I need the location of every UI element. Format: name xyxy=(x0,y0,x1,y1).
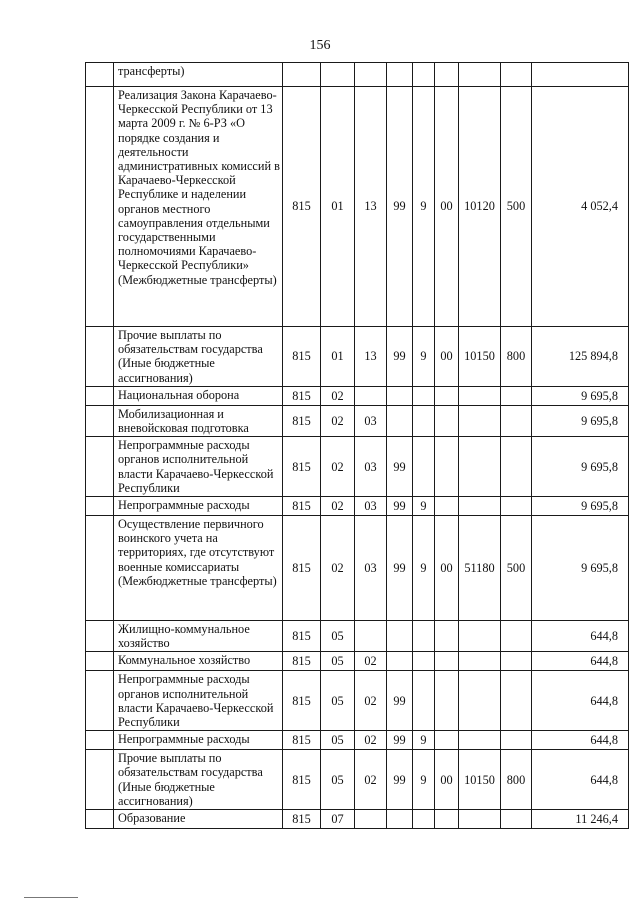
cell-direction: 00 xyxy=(435,87,459,327)
table-row xyxy=(86,652,629,671)
cell-rz: 02 xyxy=(321,437,355,497)
cell-subprogram: 9 xyxy=(413,87,435,327)
cell-amount: 4 052,4 xyxy=(532,87,629,327)
cell-direction xyxy=(435,386,459,405)
cell-marker xyxy=(86,810,114,829)
cell-pr: 03 xyxy=(355,497,387,516)
cell-program: 99 xyxy=(387,327,413,387)
cell-direction xyxy=(435,497,459,516)
cell-gl: 815 xyxy=(283,750,321,810)
cell-program xyxy=(387,63,413,87)
cell-program xyxy=(387,810,413,829)
row-name-text: Коммунальное хозяйство xyxy=(118,653,251,668)
page-number: 156 xyxy=(309,38,331,53)
cell-amount: 644,8 xyxy=(532,652,629,671)
cell-gl: 815 xyxy=(283,497,321,516)
cell-vr xyxy=(501,405,532,436)
cell-subprogram: 9 xyxy=(413,497,435,516)
cell-marker xyxy=(86,405,114,436)
cell-rz: 01 xyxy=(321,87,355,327)
cell-amount: 644,8 xyxy=(532,621,629,652)
cell-pr: 13 xyxy=(355,87,387,327)
cell-program: 99 xyxy=(387,437,413,497)
cell-gl: 815 xyxy=(283,810,321,829)
cell-pr xyxy=(355,621,387,652)
cell-pr: 03 xyxy=(355,516,387,621)
cell-direction: 00 xyxy=(435,327,459,387)
cell-name xyxy=(114,497,283,516)
cell-subprogram xyxy=(413,810,435,829)
cell-target-code xyxy=(459,437,501,497)
row-name-text: Непрограммные расходы органов исполнительной власти Карачаево-Черкесской Республики xyxy=(118,672,274,730)
cell-marker xyxy=(86,516,114,621)
footer-rule xyxy=(24,897,78,898)
cell-target-code xyxy=(459,810,501,829)
cell-direction: 00 xyxy=(435,516,459,621)
cell-direction: 00 xyxy=(435,750,459,810)
row-name-text: Жилищно-коммунальное хозяйство xyxy=(118,622,250,651)
cell-name xyxy=(114,671,283,731)
row-name-text: Прочие выплаты по обязательствам государства (Иные бюджетные ассигнования) xyxy=(118,751,263,808)
cell-program xyxy=(387,386,413,405)
cell-vr: 800 xyxy=(501,327,532,387)
cell-gl: 815 xyxy=(283,386,321,405)
cell-pr: 13 xyxy=(355,327,387,387)
cell-rz: 05 xyxy=(321,652,355,671)
cell-vr xyxy=(501,63,532,87)
cell-amount: 11 246,4 xyxy=(532,810,629,829)
cell-direction xyxy=(435,437,459,497)
cell-subprogram: 9 xyxy=(413,750,435,810)
cell-direction xyxy=(435,652,459,671)
cell-pr: 02 xyxy=(355,731,387,750)
cell-vr xyxy=(501,671,532,731)
cell-direction xyxy=(435,671,459,731)
cell-rz: 02 xyxy=(321,405,355,436)
cell-marker xyxy=(86,731,114,750)
cell-target-code xyxy=(459,652,501,671)
cell-amount: 644,8 xyxy=(532,750,629,810)
cell-name xyxy=(114,405,283,436)
row-name-text: Непрограммные расходы xyxy=(118,498,250,513)
cell-name xyxy=(114,750,283,810)
cell-direction xyxy=(435,810,459,829)
row-name-text: Непрограммные расходы органов исполнительной власти Карачаево-Черкесской Республики xyxy=(118,438,274,495)
cell-amount: 9 695,8 xyxy=(532,405,629,436)
cell-vr: 800 xyxy=(501,750,532,810)
cell-rz: 05 xyxy=(321,731,355,750)
cell-gl: 815 xyxy=(283,516,321,621)
cell-pr: 02 xyxy=(355,750,387,810)
cell-program xyxy=(387,652,413,671)
cell-subprogram xyxy=(413,671,435,731)
cell-pr: 03 xyxy=(355,405,387,436)
table-row xyxy=(86,750,629,810)
cell-gl: 815 xyxy=(283,327,321,387)
table-row xyxy=(86,731,629,750)
cell-target-code xyxy=(459,731,501,750)
cell-marker xyxy=(86,437,114,497)
table-row xyxy=(86,516,629,621)
cell-target-code xyxy=(459,386,501,405)
cell-amount: 644,8 xyxy=(532,671,629,731)
cell-target-code xyxy=(459,497,501,516)
cell-amount: 9 695,8 xyxy=(532,497,629,516)
cell-gl: 815 xyxy=(283,671,321,731)
table-row xyxy=(86,437,629,497)
cell-pr xyxy=(355,810,387,829)
table-body xyxy=(86,63,629,829)
cell-program: 99 xyxy=(387,87,413,327)
cell-rz: 07 xyxy=(321,810,355,829)
cell-target-code: 10150 xyxy=(459,327,501,387)
cell-subprogram: 9 xyxy=(413,516,435,621)
cell-gl: 815 xyxy=(283,621,321,652)
cell-rz xyxy=(321,63,355,87)
cell-target-code xyxy=(459,671,501,731)
cell-rz: 05 xyxy=(321,671,355,731)
table-row xyxy=(86,497,629,516)
cell-program: 99 xyxy=(387,497,413,516)
cell-marker xyxy=(86,63,114,87)
cell-target-code xyxy=(459,621,501,652)
row-name-text: Осуществление первичного воинского учета на территориях, где отсутствуют военные комиссариаты (Межбюджетные трансферты) xyxy=(118,517,277,588)
cell-rz: 05 xyxy=(321,750,355,810)
cell-name xyxy=(114,63,283,87)
cell-pr: 02 xyxy=(355,652,387,671)
table-row xyxy=(86,87,629,327)
cell-amount xyxy=(532,63,629,87)
cell-direction xyxy=(435,731,459,750)
cell-marker xyxy=(86,671,114,731)
cell-target-code xyxy=(459,63,501,87)
row-name-text: Образование xyxy=(118,811,186,826)
cell-vr xyxy=(501,652,532,671)
budget-table xyxy=(85,62,629,829)
cell-rz: 02 xyxy=(321,516,355,621)
cell-gl: 815 xyxy=(283,652,321,671)
cell-marker xyxy=(86,621,114,652)
cell-gl: 815 xyxy=(283,437,321,497)
cell-program xyxy=(387,405,413,436)
cell-program: 99 xyxy=(387,516,413,621)
cell-name xyxy=(114,731,283,750)
cell-marker xyxy=(86,87,114,327)
cell-vr xyxy=(501,437,532,497)
cell-gl: 815 xyxy=(283,87,321,327)
cell-vr xyxy=(501,386,532,405)
cell-subprogram: 9 xyxy=(413,731,435,750)
cell-marker xyxy=(86,750,114,810)
cell-program: 99 xyxy=(387,671,413,731)
cell-rz: 01 xyxy=(321,327,355,387)
cell-name xyxy=(114,386,283,405)
table-row xyxy=(86,810,629,829)
table-row xyxy=(86,327,629,387)
cell-target-code xyxy=(459,405,501,436)
cell-marker xyxy=(86,652,114,671)
cell-amount: 125 894,8 xyxy=(532,327,629,387)
cell-name xyxy=(114,87,283,327)
cell-subprogram xyxy=(413,63,435,87)
cell-rz: 02 xyxy=(321,497,355,516)
row-name-text: Реализация Закона Карачаево-Черкесской Республики от 13 марта 2009 г. № 6-РЗ «О порядке создания и деятельности административных комиссий в Карачаево-Черкесской Республике и наделении органов местного самоуправления отдельными государственными полномочиями Карачаево-Черкесской Республики» (Межбюджетные трансферты) xyxy=(118,88,280,287)
table-row xyxy=(86,63,629,87)
cell-target-code: 51180 xyxy=(459,516,501,621)
cell-name xyxy=(114,621,283,652)
cell-gl xyxy=(283,63,321,87)
cell-vr xyxy=(501,621,532,652)
cell-subprogram xyxy=(413,386,435,405)
cell-vr xyxy=(501,497,532,516)
cell-direction xyxy=(435,621,459,652)
cell-rz: 05 xyxy=(321,621,355,652)
cell-rz: 02 xyxy=(321,386,355,405)
cell-vr xyxy=(501,731,532,750)
cell-subprogram: 9 xyxy=(413,327,435,387)
cell-subprogram xyxy=(413,621,435,652)
cell-pr xyxy=(355,386,387,405)
cell-vr: 500 xyxy=(501,516,532,621)
cell-program: 99 xyxy=(387,731,413,750)
cell-subprogram xyxy=(413,437,435,497)
cell-gl: 815 xyxy=(283,731,321,750)
cell-subprogram xyxy=(413,652,435,671)
row-name-text: трансферты) xyxy=(118,64,185,78)
cell-marker xyxy=(86,327,114,387)
cell-name xyxy=(114,516,283,621)
table-row xyxy=(86,621,629,652)
row-name-text: Непрограммные расходы xyxy=(118,732,250,747)
table-row xyxy=(86,405,629,436)
row-name-text: Национальная оборона xyxy=(118,387,240,402)
row-name-text: Мобилизационная и вневойсковая подготовка xyxy=(118,406,249,436)
table-row xyxy=(86,671,629,731)
cell-marker xyxy=(86,497,114,516)
cell-name xyxy=(114,652,283,671)
table-row xyxy=(86,386,629,405)
cell-program xyxy=(387,621,413,652)
cell-amount: 9 695,8 xyxy=(532,437,629,497)
cell-amount: 9 695,8 xyxy=(532,516,629,621)
cell-direction xyxy=(435,405,459,436)
cell-target-code: 10120 xyxy=(459,87,501,327)
cell-target-code: 10150 xyxy=(459,750,501,810)
cell-amount: 9 695,8 xyxy=(532,386,629,405)
cell-pr: 03 xyxy=(355,437,387,497)
cell-vr: 500 xyxy=(501,87,532,327)
cell-pr xyxy=(355,63,387,87)
cell-direction xyxy=(435,63,459,87)
cell-subprogram xyxy=(413,405,435,436)
row-name-text: Прочие выплаты по обязательствам государства (Иные бюджетные ассигнования) xyxy=(118,328,263,385)
cell-vr xyxy=(501,810,532,829)
cell-name xyxy=(114,437,283,497)
cell-name xyxy=(114,810,283,829)
cell-name xyxy=(114,327,283,387)
cell-gl: 815 xyxy=(283,405,321,436)
cell-program: 99 xyxy=(387,750,413,810)
cell-marker xyxy=(86,386,114,405)
cell-pr: 02 xyxy=(355,671,387,731)
cell-amount: 644,8 xyxy=(532,731,629,750)
